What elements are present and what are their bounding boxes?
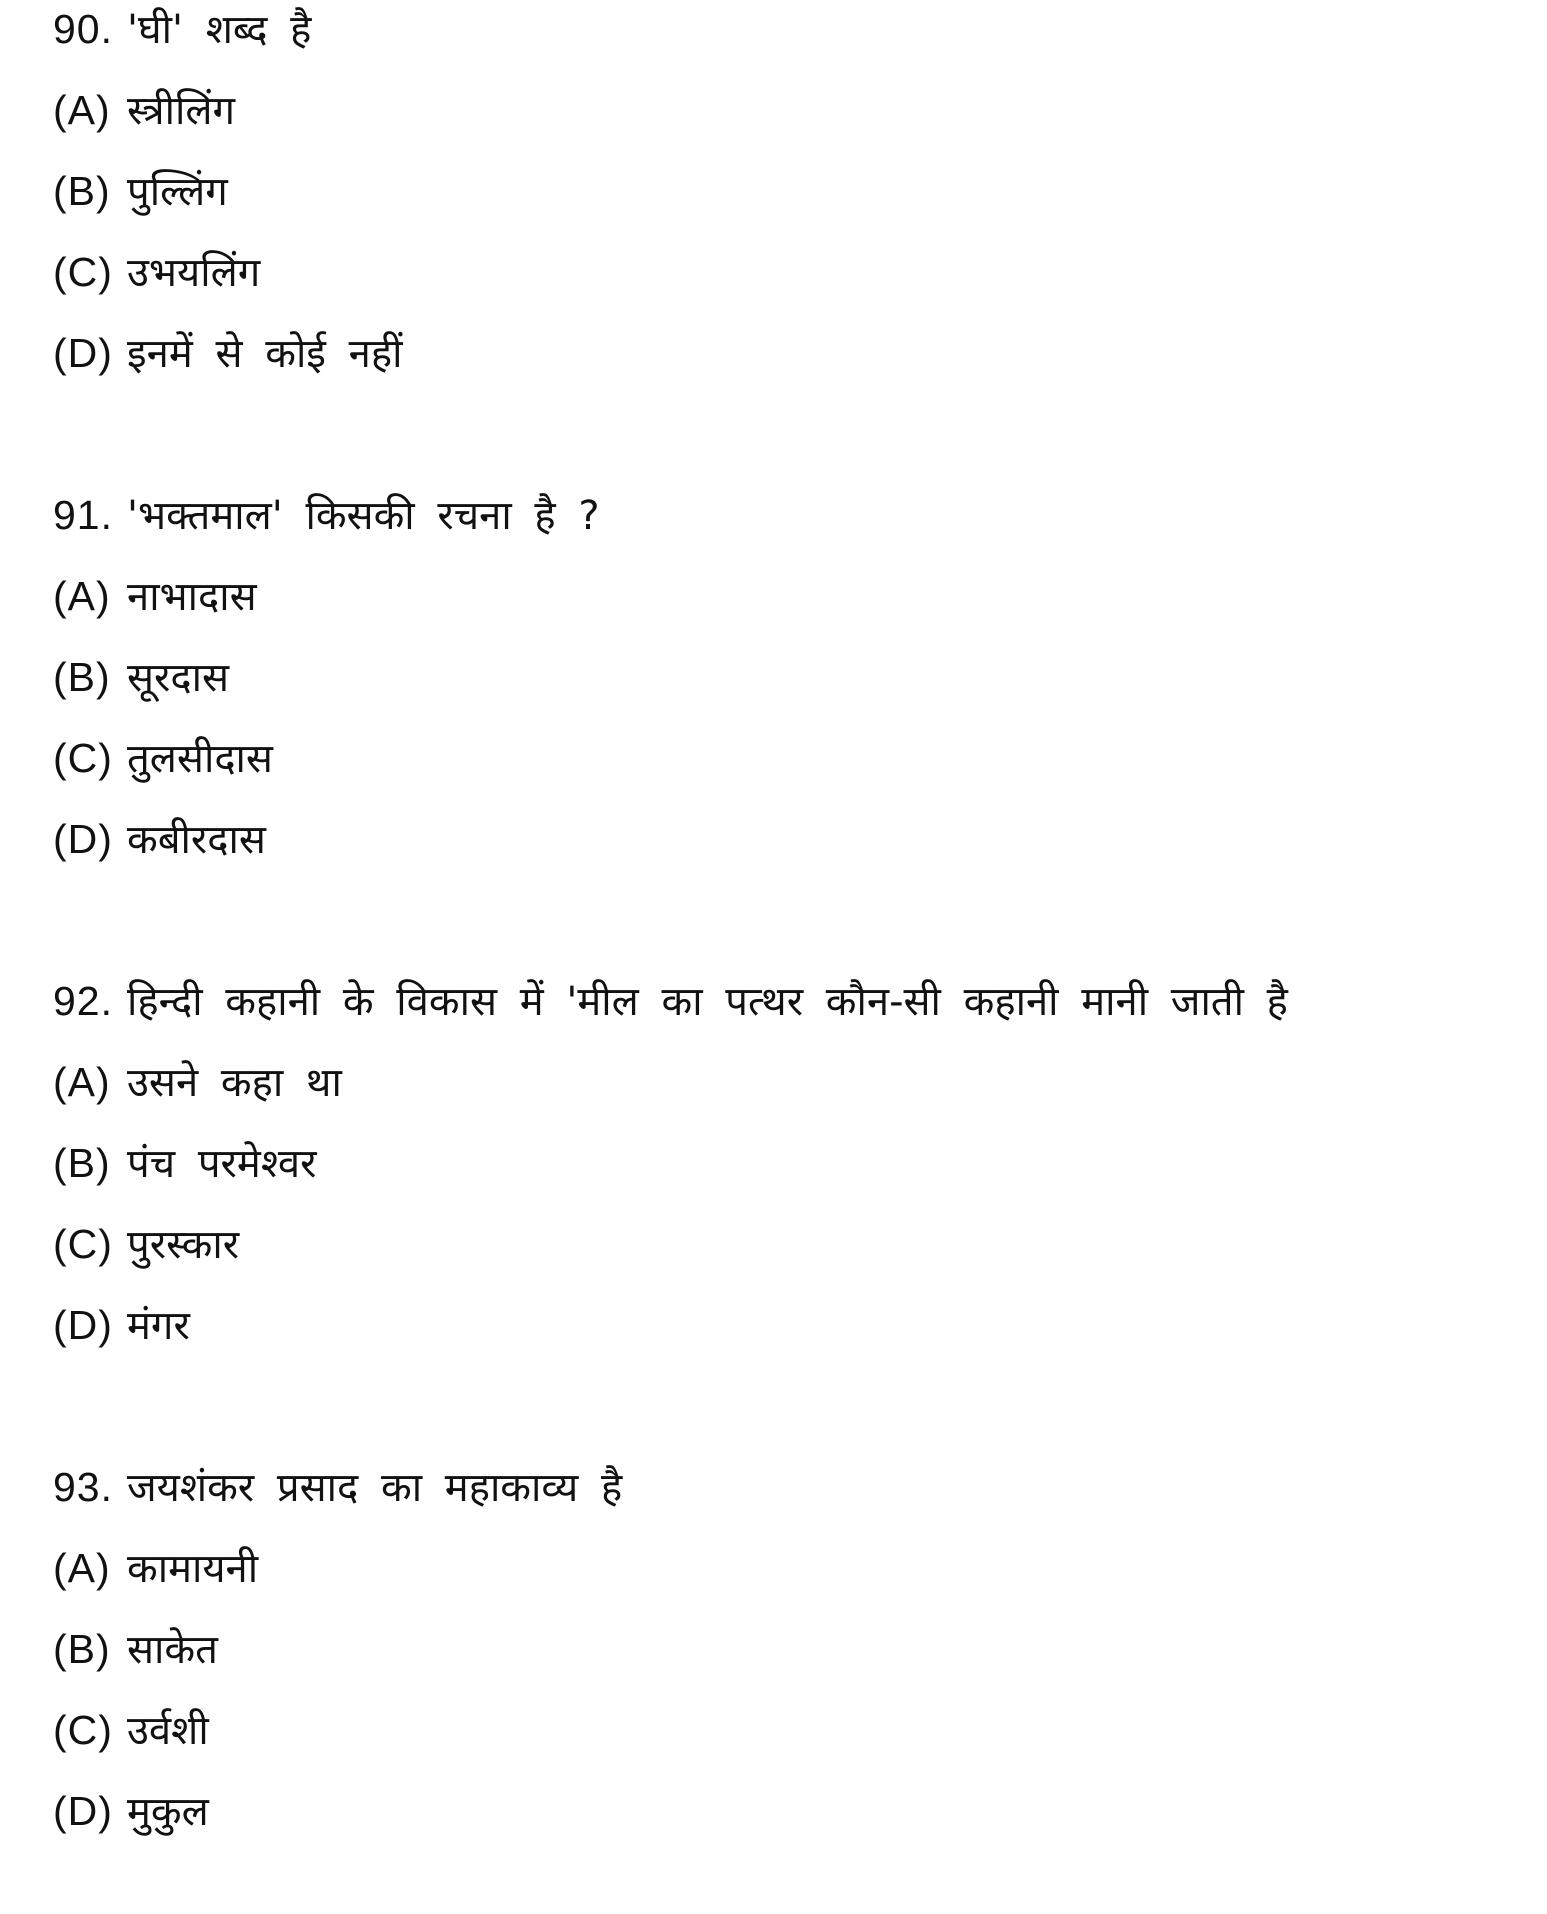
option-label: (C): [53, 1221, 113, 1267]
option-label: (B): [53, 1626, 111, 1672]
option-label: (C): [53, 249, 113, 295]
option-text: मंगर: [127, 1303, 190, 1349]
option-text: उसने कहा था: [127, 1060, 342, 1106]
option-92-b: [53, 1138, 316, 1189]
question-number: 91.: [53, 492, 113, 538]
option-label: (D): [53, 1788, 113, 1834]
question-number: 93.: [53, 1464, 113, 1510]
question-93: [53, 1462, 622, 1513]
question-text: 'घी' शब्द है: [127, 7, 312, 53]
option-text: कबीरदास: [127, 817, 266, 863]
option-label: (A): [53, 1059, 111, 1105]
option-92-d: [53, 1300, 190, 1351]
option-text: कामायनी: [127, 1546, 259, 1592]
option-label: (D): [53, 330, 113, 376]
option-91-b: [53, 652, 229, 703]
option-label: (B): [53, 654, 111, 700]
option-92-a: [53, 1057, 342, 1108]
option-label: (D): [53, 816, 113, 862]
option-93-d: [53, 1786, 209, 1837]
option-91-d: [53, 814, 266, 865]
question-number: 90.: [53, 6, 113, 52]
option-text: पंच परमेश्वर: [127, 1141, 317, 1187]
option-text: सूरदास: [127, 655, 230, 701]
question-90: [53, 4, 311, 55]
option-text: साकेत: [127, 1627, 218, 1673]
option-text: स्त्रीलिंग: [127, 88, 235, 134]
option-label: (B): [53, 1140, 111, 1186]
option-90-b: [53, 166, 228, 217]
option-91-a: [53, 571, 257, 622]
option-90-a: [53, 85, 235, 136]
question-92: [53, 976, 1288, 1027]
question-text: जयशंकर प्रसाद का महाकाव्य है: [127, 1465, 623, 1511]
option-text: उभयलिंग: [127, 250, 261, 296]
option-text: इनमें से कोई नहीं: [127, 331, 403, 377]
question-text: 'भक्तमाल' किसकी रचना है ?: [127, 493, 600, 539]
option-label: (C): [53, 1707, 113, 1753]
option-label: (A): [53, 1545, 111, 1591]
question-91: [53, 490, 600, 541]
option-label: (B): [53, 168, 111, 214]
option-text: पुल्लिंग: [127, 169, 228, 215]
option-text: पुरस्कार: [127, 1222, 240, 1268]
option-93-c: [53, 1705, 209, 1756]
option-text: उर्वशी: [127, 1708, 209, 1754]
option-label: (A): [53, 573, 111, 619]
option-90-c: [53, 247, 260, 298]
option-91-c: [53, 733, 273, 784]
option-93-a: [53, 1543, 258, 1594]
option-label: (D): [53, 1302, 113, 1348]
option-93-b: [53, 1624, 218, 1675]
question-text: हिन्दी कहानी के विकास में 'मील का पत्थर कौन-सी कहानी मानी जाती है: [127, 979, 1288, 1025]
option-text: तुलसीदास: [127, 736, 273, 782]
option-label: (A): [53, 87, 111, 133]
option-text: नाभादास: [127, 574, 257, 620]
option-label: (C): [53, 735, 113, 781]
option-92-c: [53, 1219, 239, 1270]
question-number: 92.: [53, 978, 113, 1024]
option-90-d: [53, 328, 402, 379]
option-text: मुकुल: [127, 1789, 209, 1835]
